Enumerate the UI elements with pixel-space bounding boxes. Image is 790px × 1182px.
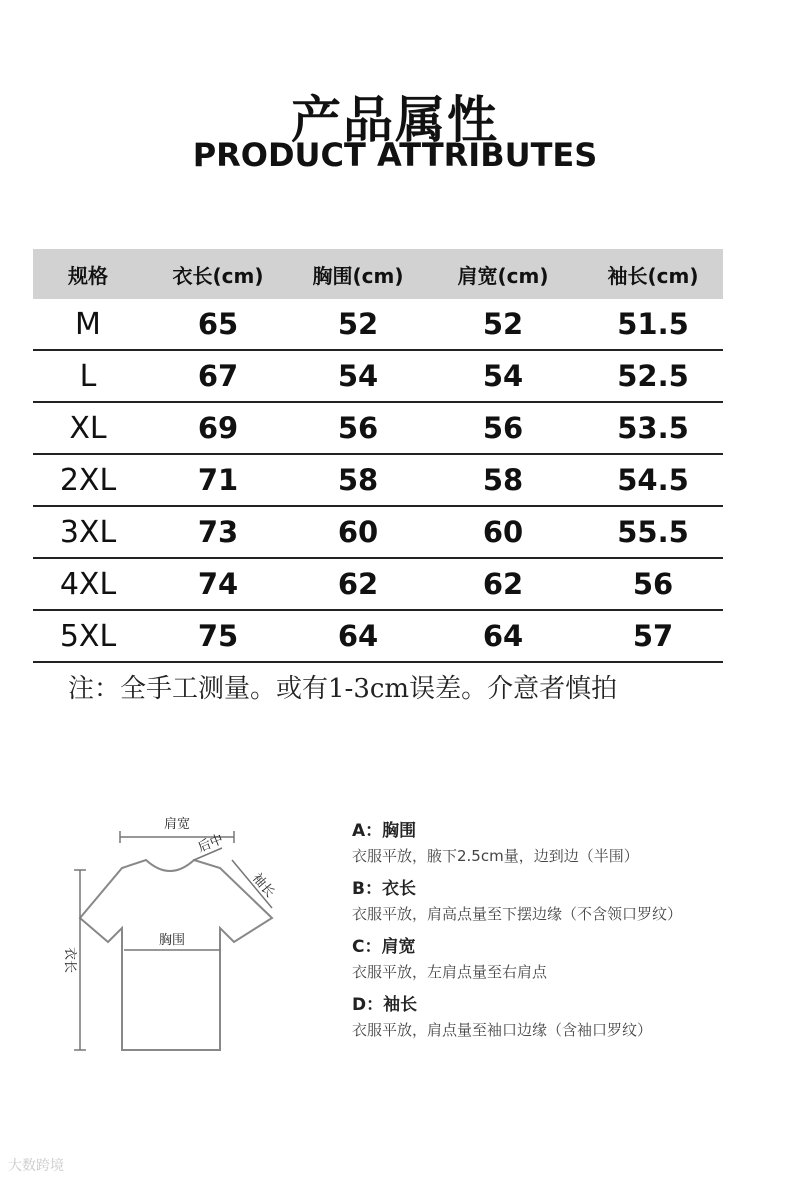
cell-chest: 62: [337, 567, 379, 601]
legend-desc: 衣服平放，腋下2.5cm量，边到边（半围）: [352, 847, 639, 865]
label-length: 衣长: [62, 946, 77, 974]
cell-shoulder: 60: [482, 515, 524, 549]
legend-title: B：衣长: [352, 879, 416, 899]
table-header: [33, 249, 723, 299]
watermark: 大数跨境: [8, 1158, 64, 1174]
label-shoulder: 肩宽: [163, 817, 191, 832]
cell-sleeve: 57: [632, 619, 674, 653]
measurement-note: 注：全手工测量。或有1-3cm误差。介意者慎拍: [68, 674, 618, 704]
header-chest: 胸围(cm): [312, 263, 404, 288]
table-row: [33, 507, 723, 559]
header-shoulder: 肩宽(cm): [457, 263, 549, 288]
header-length: 衣长(cm): [172, 263, 264, 288]
cell-size: M: [75, 306, 101, 342]
cell-shoulder: 58: [482, 463, 524, 497]
cell-chest: 60: [337, 515, 379, 549]
cell-length: 73: [197, 515, 239, 549]
legend-item-b: [352, 876, 772, 926]
legend-title: C：肩宽: [352, 937, 416, 957]
cell-shoulder: 54: [482, 359, 524, 393]
table-row: [33, 351, 723, 403]
header-size: 规格: [68, 263, 108, 288]
cell-chest: 58: [337, 463, 379, 497]
table-body: [33, 299, 723, 663]
cell-length: 67: [197, 359, 239, 393]
cell-size: 3XL: [59, 514, 117, 550]
legend-desc: 衣服平放，肩高点量至下摆边缘（不含领口罗纹）: [352, 905, 683, 923]
cell-length: 75: [197, 619, 239, 653]
legend-item-c: [352, 934, 772, 984]
table-row: [33, 611, 723, 663]
table-row: [33, 455, 723, 507]
page-title-en: PRODUCT ATTRIBUTES: [192, 136, 598, 174]
cell-sleeve: 55.5: [617, 515, 689, 549]
cell-shoulder: 52: [482, 307, 524, 341]
cell-chest: 64: [337, 619, 379, 653]
cell-shoulder: 56: [482, 411, 524, 445]
cell-sleeve: 54.5: [617, 463, 689, 497]
cell-sleeve: 51.5: [617, 307, 689, 341]
label-chest: 胸围: [158, 933, 186, 948]
cell-chest: 56: [337, 411, 379, 445]
cell-size: 2XL: [59, 462, 117, 498]
cell-size: L: [79, 358, 97, 394]
legend-item-d: [352, 992, 772, 1042]
cell-sleeve: 53.5: [617, 411, 689, 445]
table-row: [33, 403, 723, 455]
size-table: [33, 249, 723, 663]
cell-length: 69: [197, 411, 239, 445]
cell-size: 5XL: [59, 618, 117, 654]
label-back-center: 后中: [195, 832, 226, 856]
legend-title: A：胸围: [352, 821, 417, 841]
cell-chest: 54: [337, 359, 379, 393]
cell-size: 4XL: [59, 566, 117, 602]
header-sleeve: 袖长(cm): [607, 263, 699, 288]
cell-chest: 52: [337, 307, 379, 341]
tshirt-diagram: [50, 810, 290, 1060]
cell-length: 65: [197, 307, 239, 341]
label-sleeve: 袖长: [248, 870, 278, 901]
legend-desc: 衣服平放，肩点量至袖口边缘（含袖口罗纹）: [352, 1021, 653, 1039]
cell-shoulder: 64: [482, 619, 524, 653]
cell-length: 71: [197, 463, 239, 497]
legend-item-a: [352, 818, 772, 868]
measurement-legend: [352, 818, 772, 1050]
cell-length: 74: [197, 567, 239, 601]
legend-desc: 衣服平放，左肩点量至右肩点: [352, 963, 548, 981]
cell-sleeve: 56: [632, 567, 674, 601]
table-row: [33, 299, 723, 351]
cell-shoulder: 62: [482, 567, 524, 601]
page-title-cn: 产品属性: [291, 91, 499, 149]
table-row: [33, 559, 723, 611]
legend-title: D：袖长: [352, 995, 418, 1015]
cell-sleeve: 52.5: [617, 359, 689, 393]
tshirt-outline: [80, 860, 272, 1050]
cell-size: XL: [69, 410, 107, 446]
